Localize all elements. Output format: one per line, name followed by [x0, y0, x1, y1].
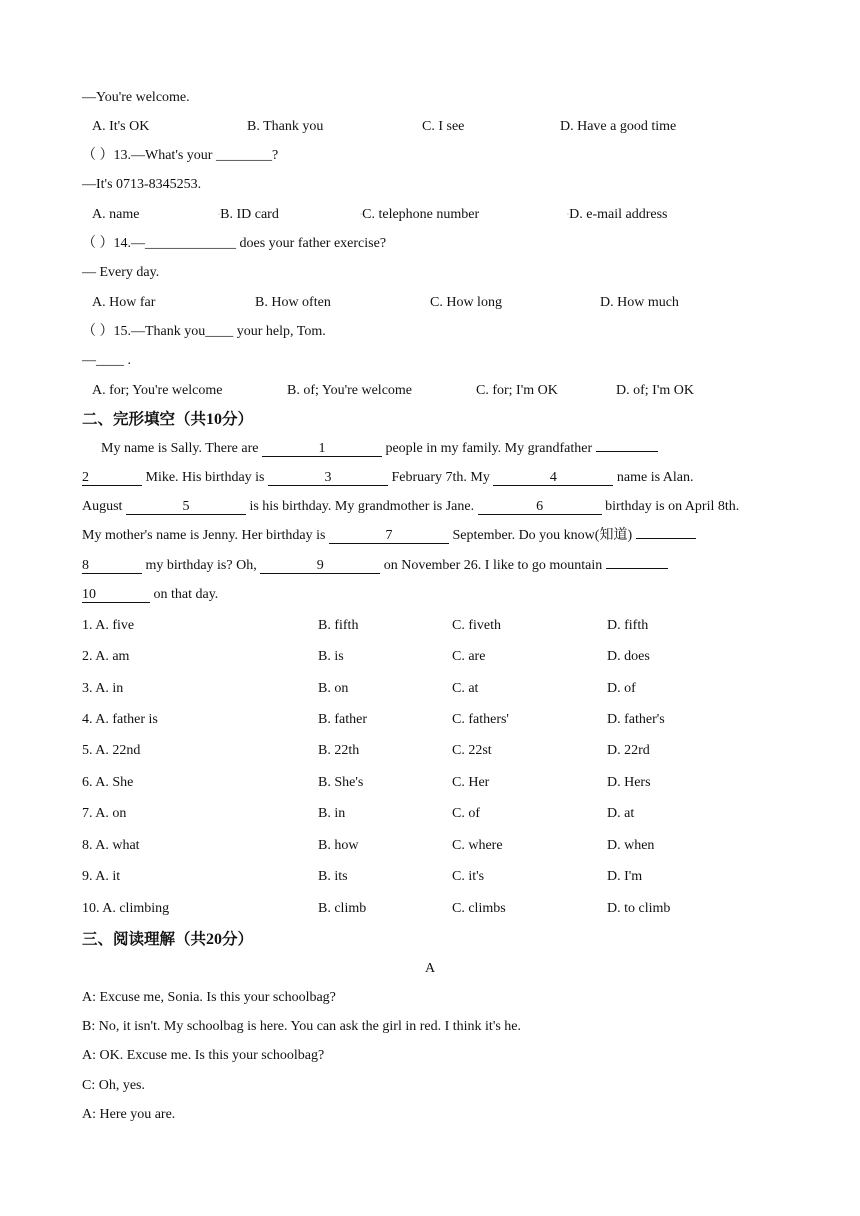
section-score: 10: [206, 411, 223, 428]
cloze-option: D. does: [607, 649, 650, 664]
section3-heading: [82, 929, 253, 950]
cloze-option: 10. A. climbing: [82, 901, 170, 916]
section-title-end: 分）: [222, 930, 254, 948]
cloze-option: B. is: [318, 649, 344, 664]
dialogue-line: C: Oh, yes.: [82, 1078, 145, 1093]
cloze-option: D. 22rd: [607, 743, 650, 758]
artifact-dot-icon: ◦: [360, 212, 363, 218]
cloze-option: C. of: [452, 806, 480, 821]
question-text: 15.—Thank you____ your help, Tom.: [113, 324, 326, 339]
option-text: D. e-mail address: [569, 207, 668, 223]
section-title: 二、完形填空（共: [82, 410, 207, 428]
section2-heading: [82, 409, 253, 430]
q12-option-b: B. Thank you: [247, 119, 324, 134]
passage-text: September. Do you know(知道): [448, 528, 636, 543]
question-text: 14.—_____________ does your father exercise?: [113, 236, 387, 251]
q15-option-b: B. of; You're welcome: [287, 383, 413, 398]
q13-option-c: [360, 206, 479, 224]
question-15: [82, 323, 326, 341]
q13-option-d: [567, 206, 668, 224]
blank-2-start[interactable]: [596, 451, 658, 452]
passage-text: name is Alan.: [613, 470, 694, 485]
cloze-option: C. fathers': [452, 712, 509, 727]
passage-text: birthday is on April 8th.: [601, 499, 740, 514]
cloze-option: D. I'm: [607, 869, 643, 884]
blank-4[interactable]: 4: [493, 470, 613, 486]
option-text: C. telephone number: [362, 207, 480, 223]
cloze-option: 8. A. what: [82, 838, 140, 853]
passage-text: February 7th. My: [388, 470, 494, 485]
cloze-option: 6. A. She: [82, 775, 134, 790]
artifact-dot-icon: ◦: [567, 212, 570, 218]
question-13: [82, 147, 278, 165]
question-text: 13.—What's your ________?: [113, 148, 279, 163]
q14-option-b: B. How often: [255, 295, 331, 310]
cloze-line-2: [82, 469, 694, 487]
cloze-option: C. 22st: [452, 743, 492, 758]
option-text: B. ID card: [220, 207, 279, 223]
passage-text: my birthday is? Oh,: [142, 558, 261, 573]
cloze-option: D. to climb: [607, 901, 671, 916]
cloze-option: B. She's: [318, 775, 364, 790]
q15-option-c: C. for; I'm OK: [476, 383, 558, 398]
cloze-line-1: [101, 440, 658, 458]
cloze-option: B. climb: [318, 901, 367, 916]
blank-9[interactable]: 9: [260, 558, 380, 574]
blank-3[interactable]: 3: [268, 470, 388, 486]
cloze-line-6: [82, 586, 218, 604]
cloze-option: C. Her: [452, 775, 490, 790]
cloze-option: D. fifth: [607, 618, 649, 633]
blank-8-start[interactable]: [636, 538, 696, 539]
artifact-dot-icon: ◦: [218, 212, 221, 218]
passage-label: A: [424, 961, 436, 976]
cloze-option: C. climbs: [452, 901, 506, 916]
dialogue-line: A: Here you are.: [82, 1107, 176, 1122]
cloze-option: D. of: [607, 681, 636, 696]
cloze-line-5: [82, 557, 668, 575]
dialogue-line: A: Excuse me, Sonia. Is this your schoolbag?: [82, 990, 336, 1005]
blank-7[interactable]: 7: [329, 528, 449, 544]
cloze-option: 5. A. 22nd: [82, 743, 141, 758]
cloze-option: C. it's: [452, 869, 485, 884]
blank-1[interactable]: 1: [262, 441, 382, 457]
dialogue-line: B: No, it isn't. My schoolbag is here. You can ask the girl in red. I think it's he.: [82, 1019, 522, 1034]
blank-6[interactable]: 6: [478, 499, 602, 515]
cloze-option: B. how: [318, 838, 359, 853]
blank-10[interactable]: 10: [82, 587, 150, 603]
q12-reply: —You're welcome.: [82, 90, 190, 105]
section-title: 三、阅读理解（共: [82, 930, 207, 948]
blank-2[interactable]: 2: [82, 470, 142, 486]
q13-option-a: A. name: [92, 207, 140, 222]
section-score: 20: [206, 931, 223, 948]
cloze-option: D. father's: [607, 712, 665, 727]
blank-8[interactable]: 8: [82, 558, 142, 574]
passage-text: Mike. His birthday is: [142, 470, 268, 485]
passage-text: on that day.: [150, 587, 219, 602]
q15-reply: —____ .: [82, 353, 131, 368]
passage-text: My mother's name is Jenny. Her birthday is: [82, 528, 329, 543]
q13-reply: —It's 0713-8345253.: [82, 177, 202, 192]
dialogue-line: A: OK. Excuse me. Is this your schoolbag?: [82, 1048, 325, 1063]
passage-text: people in my family. My grandfather: [381, 441, 596, 456]
cloze-option: 4. A. father is: [82, 712, 158, 727]
q12-option-a: A. It's OK: [92, 119, 150, 134]
q14-reply: — Every day.: [82, 265, 160, 280]
cloze-option: 9. A. it: [82, 869, 121, 884]
passage-text: My name is Sally. There are: [101, 441, 262, 456]
cloze-option: D. at: [607, 806, 635, 821]
cloze-option: B. its: [318, 869, 348, 884]
answer-paren: （ ）: [82, 324, 114, 339]
cloze-line-4: [82, 527, 696, 545]
cloze-option: D. when: [607, 838, 655, 853]
cloze-option: B. on: [318, 681, 349, 696]
cloze-option: B. father: [318, 712, 367, 727]
cloze-option: C. at: [452, 681, 479, 696]
cloze-option: C. are: [452, 649, 486, 664]
passage-text: August: [82, 499, 126, 514]
blank-5[interactable]: 5: [126, 499, 246, 515]
q14-option-c: C. How long: [430, 295, 502, 310]
cloze-option: C. where: [452, 838, 503, 853]
q14-option-a: A. How far: [92, 295, 156, 310]
passage-text: on November 26. I like to go mountain: [380, 558, 606, 573]
cloze-option: B. fifth: [318, 618, 359, 633]
q15-option-a: A. for; You're welcome: [92, 383, 223, 398]
answer-paren: （ ）: [82, 236, 114, 251]
q15-option-d: D. of; I'm OK: [616, 383, 694, 398]
q12-option-c: C. I see: [422, 119, 465, 134]
question-14: [82, 235, 386, 253]
passage-text: is his birthday. My grandmother is Jane.: [245, 499, 478, 514]
section-title-end: 分）: [222, 410, 254, 428]
cloze-option: B. in: [318, 806, 346, 821]
cloze-option: 1. A. five: [82, 618, 135, 633]
cloze-line-3: [82, 498, 739, 516]
answer-paren: （ ）: [82, 148, 114, 163]
cloze-option: 2. A. am: [82, 649, 130, 664]
cloze-option: B. 22th: [318, 743, 360, 758]
blank-10-start[interactable]: [606, 568, 668, 569]
cloze-option: C. fiveth: [452, 618, 501, 633]
q12-option-d: D. Have a good time: [560, 119, 677, 134]
cloze-option: 7. A. on: [82, 806, 127, 821]
q13-option-b: [218, 206, 279, 224]
q14-option-d: D. How much: [600, 295, 679, 310]
cloze-option: 3. A. in: [82, 681, 124, 696]
cloze-option: D. Hers: [607, 775, 651, 790]
